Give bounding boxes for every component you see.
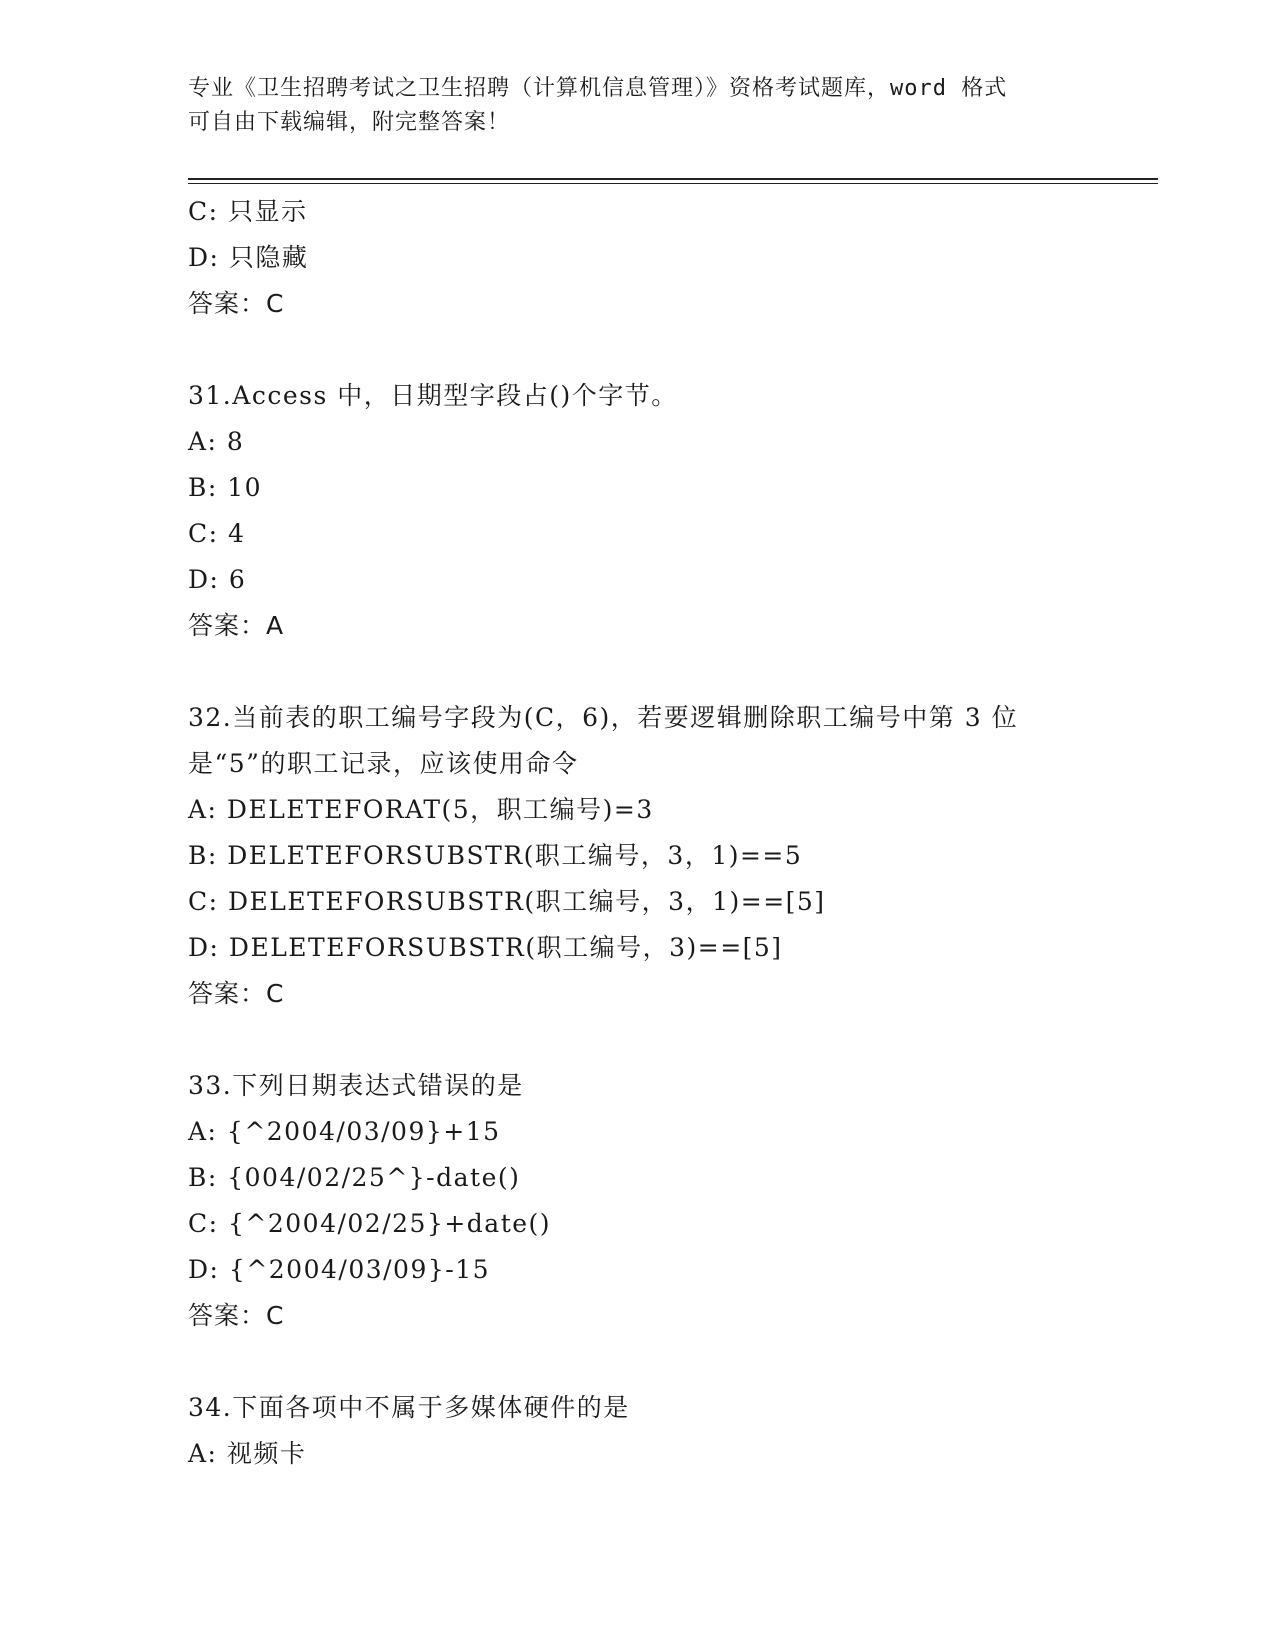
option-a: A: {^2004/03/09}+15 (188, 1117, 501, 1146)
answer-line: 答案：C (188, 1301, 285, 1330)
spacer (188, 1017, 1148, 1063)
option-d: D: {^2004/03/09}-15 (188, 1255, 491, 1284)
question-34 (188, 1385, 1148, 1477)
document-header (188, 72, 1068, 140)
question-stem: 32.当前表的职工编号字段为(C，6)，若要逻辑删除职工编号中第 3 位 (188, 703, 1019, 732)
question-list (188, 189, 1148, 1477)
option-a: A: 8 (188, 427, 245, 456)
option-b: B: {004/02/25^}-date() (188, 1163, 521, 1192)
option-c: C: 只显示 (188, 197, 308, 226)
question-stem: 34.下面各项中不属于多媒体硬件的是 (188, 1393, 630, 1422)
header-title-line-1: 专业《卫生招聘考试之卫生招聘（计算机信息管理）》资格考试题库，word 格式 (188, 76, 1008, 101)
spacer (188, 327, 1148, 373)
spacer (188, 1339, 1148, 1385)
option-d: D: 只隐藏 (188, 243, 309, 272)
answer-line: 答案：C (188, 979, 285, 1008)
option-c: C: DELETEFORSUBSTR(职工编号，3，1)==[5] (188, 887, 826, 916)
answer-line: 答案：A (188, 611, 285, 640)
option-a: A: DELETEFORAT(5，职工编号)=3 (188, 795, 654, 824)
option-c: C: 4 (188, 519, 246, 548)
question-33 (188, 1063, 1148, 1339)
option-b: B: 10 (188, 473, 263, 502)
header-divider-thick (188, 178, 1158, 180)
header-title-line-2: 可自由下载编辑，附完整答案！ (188, 110, 511, 135)
question-32 (188, 695, 1148, 1017)
option-d: D: DELETEFORSUBSTR(职工编号，3)==[5] (188, 933, 783, 962)
question-stem: 31.Access 中，日期型字段占()个字节。 (188, 381, 678, 410)
question-30-tail (188, 189, 1148, 327)
option-d: D: 6 (188, 565, 247, 594)
question-31 (188, 373, 1148, 649)
option-b: B: DELETEFORSUBSTR(职工编号，3，1)==5 (188, 841, 803, 870)
question-stem-continued: 是“5”的职工记录，应该使用命令 (188, 749, 579, 778)
spacer (188, 649, 1148, 695)
answer-line: 答案：C (188, 289, 285, 318)
header-divider-thin (188, 183, 1158, 184)
option-a: A: 视频卡 (188, 1439, 307, 1468)
question-stem: 33.下列日期表达式错误的是 (188, 1071, 524, 1100)
option-c: C: {^2004/02/25}+date() (188, 1209, 552, 1238)
